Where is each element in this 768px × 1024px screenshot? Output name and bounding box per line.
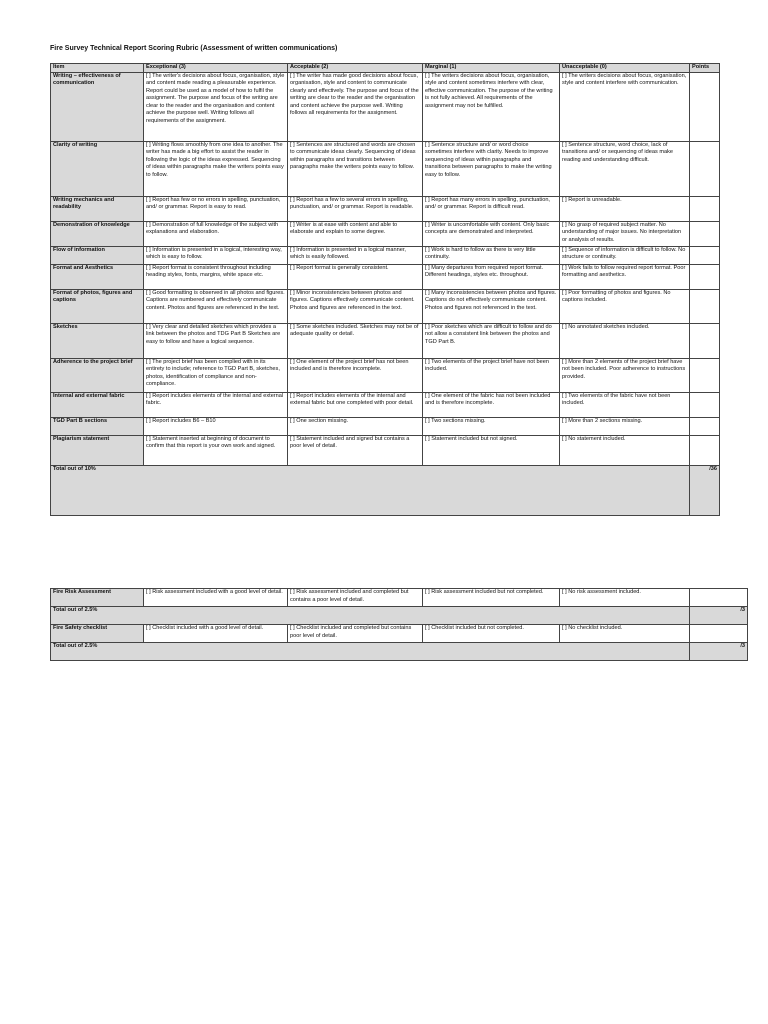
criterion-cell: [ ] Two elements of the project brief have not been included. [423, 358, 560, 392]
criterion-cell: [ ] More than 2 elements of the project brief have not been included. Poor adherence to instructions provided. [560, 358, 690, 392]
points-cell [690, 589, 748, 607]
criterion-cell: [ ] No grasp of required subject matter. No understanding of major issues. No interpretation or analysis of results. [560, 221, 690, 246]
rubric-row [51, 358, 720, 392]
criterion-cell: [ ] Work is hard to follow as there is very little continuity. [423, 246, 560, 264]
criterion-cell: [ ] Work fails to follow required report format. Poor formatting and aesthetics. [560, 264, 690, 289]
row-item-label: Writing mechanics and readability [51, 196, 144, 221]
column-header: Marginal (1) [423, 64, 560, 73]
checklist-row [51, 625, 748, 643]
row-item-label: Sketches [51, 323, 144, 358]
criterion-cell: [ ] Some sketches included. Sketches may not be of adequate quality or detail. [288, 323, 423, 358]
criterion-cell: [ ] Checklist included and completed but contains poor level of detail. [288, 625, 423, 643]
criterion-cell: [ ] No annotated sketches included. [560, 323, 690, 358]
criterion-cell: [ ] Poor formatting of photos and figures. No captions included. [560, 289, 690, 323]
criterion-cell: [ ] Sentence structure and/ or word choice sometimes interfere with clarity. Needs to improve sequencing of ideas within paragraphs and transitions between paragraphs to make the writing easy to follow. [423, 141, 560, 196]
total-points: /36 [690, 465, 720, 515]
total-label: Total out of 2.5% [51, 643, 690, 661]
criterion-cell: [ ] Sentences are structured and words are chosen to communicate ideas clearly. Sequencing of ideas within paragraphs and transitions between paragraphs make the writers points easy to follow. [288, 141, 423, 196]
criterion-cell: [ ] Report includes elements of the internal and external fabric but one completed with poor detail. [288, 392, 423, 417]
criterion-cell: [ ] The writer has made good decisions about focus, organisation, style and content to communicate clearly and effectively. The purpose and focus of the writing are clear to the reader and the organisation and content achieve the purpose well. Writing follows all requirements for the assignment. [288, 72, 423, 141]
points-cell [690, 358, 720, 392]
points-cell [690, 289, 720, 323]
total-label: Total out of 10% [51, 465, 690, 515]
column-header: Exceptional (3) [144, 64, 288, 73]
total-row [51, 643, 748, 661]
page-title: Fire Survey Technical Report Scoring Rubric (Assessment of written communications) [50, 45, 338, 52]
column-header: Item [51, 64, 144, 73]
rubric-row [51, 323, 720, 358]
criterion-cell: [ ] Report is unreadable. [560, 196, 690, 221]
criterion-cell: [ ] One element of the fabric has not been included and is therefore incomplete. [423, 392, 560, 417]
criterion-cell: [ ] The writers decisions about focus, organisation, style and content interfere with communication. [560, 72, 690, 141]
row-item-label: Internal and external fabric [51, 392, 144, 417]
criterion-cell: [ ] Statement included and signed but contains a poor level of detail. [288, 435, 423, 465]
criterion-cell: [ ] No checklist included. [560, 625, 690, 643]
criterion-cell: [ ] Sequence of information is difficult to follow. No structure or continuity. [560, 246, 690, 264]
criterion-cell: [ ] Report has many errors in spelling, punctuation, and/ or grammar. Report is difficult read. [423, 196, 560, 221]
criterion-cell: [ ] Sentence structure, word choice, lack of transitions and/ or sequencing of ideas make reading and understanding difficult. [560, 141, 690, 196]
criterion-cell: [ ] Report includes elements of the internal and external fabric. [144, 392, 288, 417]
rubric-row [51, 417, 720, 435]
points-cell [690, 435, 720, 465]
criterion-cell: [ ] The project brief has been complied with in its entirety to include; reference to TGD Part B, sketches, photos, identification of compliance and non-compliance. [144, 358, 288, 392]
criterion-cell: [ ] The writer's decisions about focus, organisation, style and content made reading a pleasurable experience. Report could be used as a model of how to fulfil the assignment. The purpose and focus of the writing are clear to the reader and the organisation and content achieve the purpose well. Writing follows all requirements of the assignment. [144, 72, 288, 141]
criterion-cell: [ ] Checklist included with a good level of detail. [144, 625, 288, 643]
rubric-row [51, 72, 720, 141]
row-item-label: TGD Part B sections [51, 417, 144, 435]
total-label: Total out of 2.5% [51, 607, 690, 625]
points-cell [690, 72, 720, 141]
criterion-cell: [ ] Risk assessment included but not completed. [423, 589, 560, 607]
row-item-label: Format and Aesthetics [51, 264, 144, 289]
column-header: Points [690, 64, 720, 73]
column-header: Unacceptable (0) [560, 64, 690, 73]
total-row [51, 607, 748, 625]
points-cell [690, 392, 720, 417]
checklist-row [51, 589, 748, 607]
criterion-cell: [ ] Report includes B6 – B10 [144, 417, 288, 435]
criterion-cell: [ ] Demonstration of full knowledge of the subject with explanations and elaboration. [144, 221, 288, 246]
criterion-cell: [ ] Information is presented in a logical, interesting way, which is easy to follow. [144, 246, 288, 264]
criterion-cell: [ ] Information is presented in a logical manner, which is easily followed. [288, 246, 423, 264]
rubric-row [51, 392, 720, 417]
row-item-label: Adherence to the project brief [51, 358, 144, 392]
points-cell [690, 264, 720, 289]
rubric-row [51, 221, 720, 246]
points-cell [690, 141, 720, 196]
total-points: /3 [690, 607, 748, 625]
criterion-cell: [ ] Statement included but not signed. [423, 435, 560, 465]
criterion-cell: [ ] Minor inconsistencies between photos and figures. Captions effectively communicate content. Photos and figures are referenced in the text. [288, 289, 423, 323]
criterion-cell: [ ] Statement inserted at beginning of document to confirm that this report is your own work and signed. [144, 435, 288, 465]
row-item-label: Writing – effectiveness of communication [51, 72, 144, 141]
header-row [51, 64, 720, 73]
criterion-cell: [ ] More than 2 sections missing. [560, 417, 690, 435]
points-cell [690, 196, 720, 221]
row-item-label: Format of photos, figures and captions [51, 289, 144, 323]
row-item-label: Flow of information [51, 246, 144, 264]
row-item-label: Clarity of writing [51, 141, 144, 196]
rubric-row [51, 289, 720, 323]
total-row [51, 465, 720, 515]
rubric-row [51, 246, 720, 264]
points-cell [690, 323, 720, 358]
criterion-cell: [ ] Writing flows smoothly from one idea to another. The writer has made a big effort to assist the reader in following the logic of the ideas expressed. Sequencing of ideas within paragraphs make the writers points easy to follow. [144, 141, 288, 196]
criterion-cell: [ ] Report format is generally consistent. [288, 264, 423, 289]
rubric-table [50, 63, 720, 516]
criterion-cell: [ ] Many departures from required report format. Different headings, styles etc. throughout. [423, 264, 560, 289]
criterion-cell: [ ] Writer is at ease with content and able to elaborate and explain to some degree. [288, 221, 423, 246]
criterion-cell: [ ] Two elements of the fabric have not been included. [560, 392, 690, 417]
row-item-label: Demonstration of knowledge [51, 221, 144, 246]
row-item-label: Fire Risk Assessment [51, 589, 144, 607]
criterion-cell: [ ] Two sections missing. [423, 417, 560, 435]
rubric-row [51, 141, 720, 196]
criterion-cell: [ ] No statement included. [560, 435, 690, 465]
points-cell [690, 417, 720, 435]
criterion-cell: [ ] Report has a few to several errors in spelling, punctuation, and/ or grammar. Report is readable. [288, 196, 423, 221]
total-points: /3 [690, 643, 748, 661]
criterion-cell: [ ] Writer is uncomfortable with content. Only basic concepts are demonstrated and interpreted. [423, 221, 560, 246]
criterion-cell: [ ] Very clear and detailed sketches which provides a link between the photos and TDG Part B Sketches are easy to follow and have a logical sequence. [144, 323, 288, 358]
points-cell [690, 246, 720, 264]
criterion-cell: [ ] No risk assessment included. [560, 589, 690, 607]
row-item-label: Fire Safety checklist [51, 625, 144, 643]
criterion-cell: [ ] Poor sketches which are difficult to follow and do not allow a consistent link between the photos and TGD Part B. [423, 323, 560, 358]
criterion-cell: [ ] Good formatting is observed in all photos and figures. Captions are numbered and effectively communicate content. Photos and figures are referenced in the text. [144, 289, 288, 323]
criterion-cell: [ ] Risk assessment included with a good level of detail. [144, 589, 288, 607]
row-item-label: Plagiarism statement [51, 435, 144, 465]
criterion-cell: [ ] One section missing. [288, 417, 423, 435]
points-cell [690, 625, 748, 643]
rubric-row [51, 264, 720, 289]
criterion-cell: [ ] The writers decisions about focus, organisation, style and content sometimes interfere with clear, effective communication. The purpose of the writing is not fully achieved. All requirements of the assignment may not be fulfilled. [423, 72, 560, 141]
criterion-cell: [ ] One element of the project brief has not been included and is therefore incomplete. [288, 358, 423, 392]
rubric-row [51, 435, 720, 465]
points-cell [690, 221, 720, 246]
criterion-cell: [ ] Checklist included but not completed. [423, 625, 560, 643]
criterion-cell: [ ] Risk assessment included and completed but contains a poor level of detail. [288, 589, 423, 607]
criterion-cell: [ ] Report format is consistent throughout including heading styles, fonts, margins, white space etc. [144, 264, 288, 289]
criterion-cell: [ ] Many inconsistencies between photos and figures. Captions do not effectively communicate content. Photos and figures not referenced in the text. [423, 289, 560, 323]
assessment-checklist-table [50, 588, 748, 661]
rubric-row [51, 196, 720, 221]
column-header: Acceptable (2) [288, 64, 423, 73]
criterion-cell: [ ] Report has few or no errors in spelling, punctuation, and/ or grammar. Report is easy to read. [144, 196, 288, 221]
